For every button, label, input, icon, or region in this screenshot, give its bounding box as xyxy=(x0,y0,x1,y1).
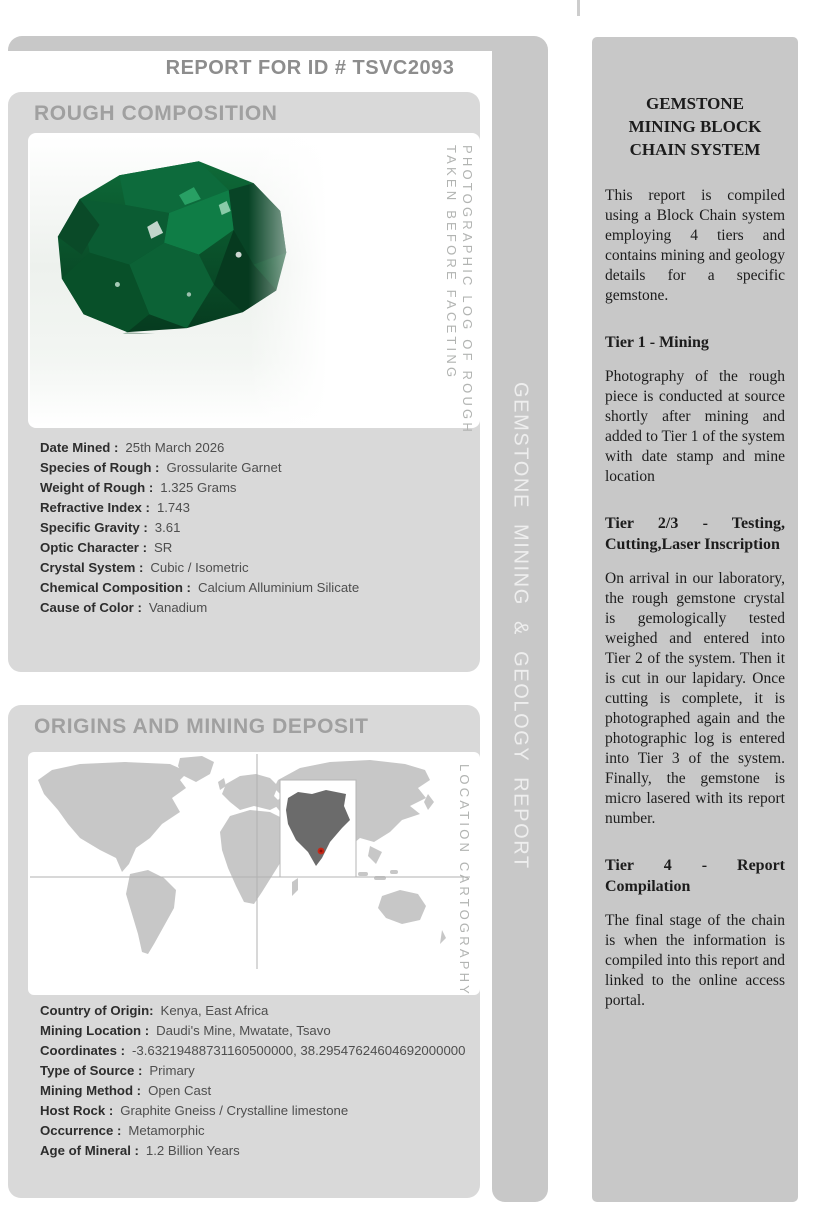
location-map-box xyxy=(28,752,480,998)
gemstone-photo xyxy=(30,135,328,426)
field-value: 1.325 Grams xyxy=(160,480,237,495)
field-label: Country of Origin: xyxy=(40,1003,154,1018)
field-label: Refractive Index : xyxy=(40,500,150,515)
sidebar-heading-tier4: Tier 4 - Report Compilation xyxy=(605,856,785,895)
field-label: Chemical Composition : xyxy=(40,580,191,595)
field-row xyxy=(40,440,359,460)
map-caption: LOCATION CARTOGRAPHY xyxy=(457,764,472,998)
origins-fields xyxy=(40,1003,465,1163)
field-label: Species of Rough : xyxy=(40,460,160,475)
field-value: Open Cast xyxy=(148,1083,212,1098)
page-title: REPORT FOR ID # TSVC2093 xyxy=(165,57,455,79)
section-rough-composition xyxy=(8,92,480,672)
field-row xyxy=(40,1003,465,1023)
sidebar-title: GEMSTONE MINING BLOCK CHAIN SYSTEM xyxy=(628,94,762,159)
rough-photo-box xyxy=(28,133,480,435)
field-value: Daudi's Mine, Mwatate, Tsavo xyxy=(156,1023,331,1038)
field-row xyxy=(40,460,359,480)
field-row xyxy=(40,1023,465,1043)
field-label: Crystal System : xyxy=(40,560,144,575)
field-label: Occurrence : xyxy=(40,1123,122,1138)
field-row xyxy=(40,540,359,560)
field-row xyxy=(40,1103,465,1123)
continents xyxy=(38,756,446,954)
sidebar-heading-tier23: Tier 2/3 - Testing, Cutting,Laser Inscription xyxy=(605,514,785,553)
field-row xyxy=(40,600,359,620)
field-label: Cause of Color : xyxy=(40,600,142,615)
field-row xyxy=(40,580,359,600)
rough-composition-fields xyxy=(40,440,359,620)
field-value: Vanadium xyxy=(148,600,208,615)
field-value: 1.2 Billion Years xyxy=(145,1143,240,1158)
field-row xyxy=(40,500,359,520)
section-origins-mining-deposit xyxy=(8,705,480,1198)
field-value: 1.743 xyxy=(156,500,190,515)
field-label: Weight of Rough : xyxy=(40,480,154,495)
field-label: Mining Location : xyxy=(40,1023,150,1038)
sidebar-intro: This report is compiled using a Block Chain system employing 4 tiers and contains mining and geology details for a specific gemstone. xyxy=(605,186,785,304)
field-label: Mining Method : xyxy=(40,1083,142,1098)
world-map xyxy=(30,754,470,969)
photo-caption xyxy=(443,145,475,435)
field-label: Age of Mineral : xyxy=(40,1143,139,1158)
field-label: Optic Character : xyxy=(40,540,147,555)
sidebar-heading-tier1: Tier 1 - Mining xyxy=(605,333,709,351)
blockchain-info-sidebar xyxy=(592,37,798,1202)
field-value: Graphite Gneiss / Crystalline limestone xyxy=(120,1103,349,1118)
field-value: 25th March 2026 xyxy=(125,440,225,455)
photo-caption-line1: PHOTOGRAPHIC LOG OF ROUGH xyxy=(460,145,475,435)
field-value: Cubic / Isometric xyxy=(150,560,249,575)
top-edge-tick xyxy=(577,0,580,16)
field-value: 3.61 xyxy=(154,520,181,535)
field-value: Metamorphic xyxy=(128,1123,205,1138)
field-label: Host Rock : xyxy=(40,1103,114,1118)
vertical-strip-label: GEMSTONE MINING & GEOLOGY REPORT xyxy=(509,382,532,870)
field-label: Coordinates : xyxy=(40,1043,125,1058)
field-row xyxy=(40,560,359,580)
field-value: Grossularite Garnet xyxy=(166,460,282,475)
field-label: Specific Gravity : xyxy=(40,520,148,535)
field-value: SR xyxy=(154,540,173,555)
origins-header: ORIGINS AND MINING DEPOSIT xyxy=(34,715,369,738)
field-value: -3.63219488731160500000, 38.29547624604692000000 xyxy=(132,1043,466,1058)
field-row xyxy=(40,1143,465,1163)
photo-caption-line2: TAKEN BEFORE FACETING xyxy=(444,145,459,381)
main-panel-top-bar xyxy=(8,36,548,51)
sidebar-paragraph-tier1: Photography of the rough piece is conducted at source shortly after mining and added to Tier 1 of the system with date stamp and mine location xyxy=(605,367,785,485)
field-label: Date Mined : xyxy=(40,440,119,455)
field-value: Primary xyxy=(149,1063,195,1078)
vertical-title-strip xyxy=(492,50,548,1202)
field-row xyxy=(40,520,359,540)
field-row xyxy=(40,480,359,500)
field-value: Kenya, East Africa xyxy=(160,1003,269,1018)
field-label: Type of Source : xyxy=(40,1063,143,1078)
field-row xyxy=(40,1063,465,1083)
field-value: Calcium Alluminium Silicate xyxy=(197,580,360,595)
sidebar-paragraph-tier23: On arrival in our laboratory, the rough gemstone crystal is gemologically tested weighed and entered into Tier 2 of the system. Then it is cut in our lapidary. Once cutting is complete, it is photographed again and the photographic log is entered into Tier 3 of the system. Finally, the gemstone is micro lasered with its report number. xyxy=(605,569,785,827)
sidebar-paragraph-tier4: The final stage of the chain is when the information is compiled into this report and linked to the online access portal. xyxy=(605,911,785,1009)
field-row xyxy=(40,1123,465,1143)
field-row xyxy=(40,1083,465,1103)
field-row xyxy=(40,1043,465,1063)
kenya-inset xyxy=(280,780,356,877)
rough-composition-header: ROUGH COMPOSITION xyxy=(34,102,278,125)
